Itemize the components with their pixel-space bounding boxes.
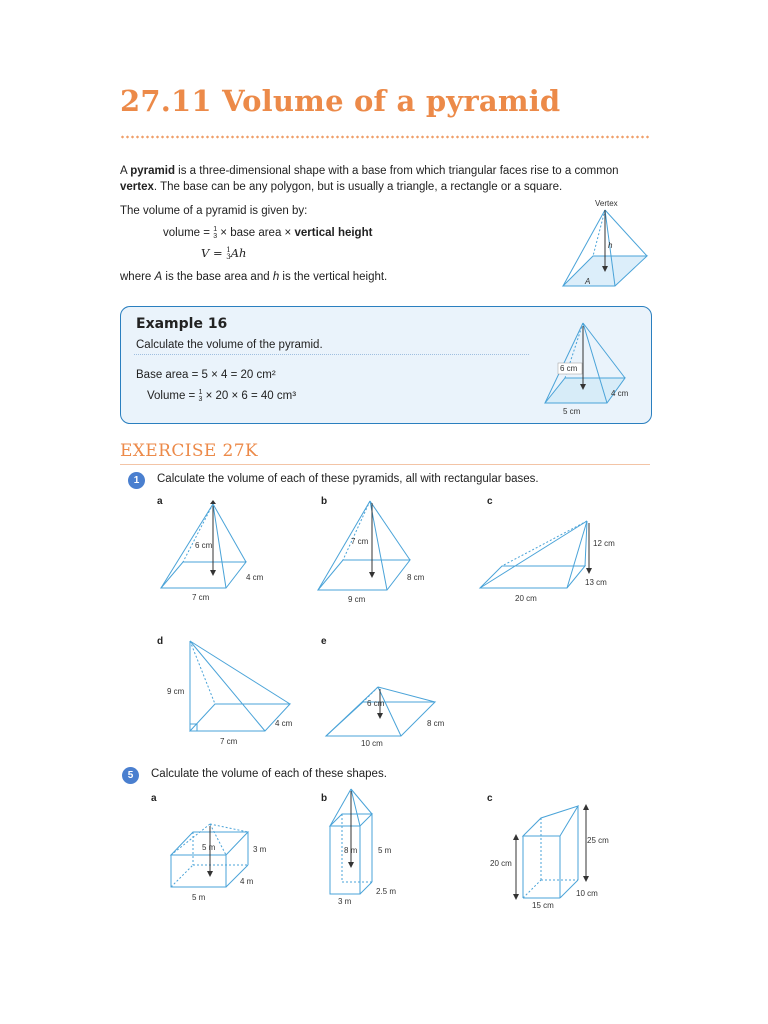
q1e-depth: 8 cm (427, 719, 445, 728)
q1d-height: 9 cm (167, 687, 185, 696)
intro-paragraph: A pyramid is a three-dimensional shape with a base from which triangular faces rise to a common vertex. The base can be any polygon, but is usually a triangle, a rectangle or a square. (120, 165, 619, 193)
example-question: Calculate the volume of the pyramid. (136, 339, 323, 351)
q1a-depth: 4 cm (246, 573, 264, 582)
q5b-width: 3 m (338, 897, 352, 906)
q1-part-e-label: e (321, 636, 327, 647)
title-dotted-rule (120, 134, 650, 140)
q1-part-a-label: a (157, 496, 163, 507)
question-5-number: 5 (122, 767, 139, 784)
q1d-pyramid (165, 636, 300, 748)
q1c-width: 20 cm (515, 594, 537, 603)
q5-part-a-label: a (151, 793, 157, 804)
q1-part-d-label: d (157, 636, 164, 647)
q1c-pyramid (477, 516, 642, 606)
height-symbol: h (608, 241, 613, 250)
q1a-width: 7 cm (192, 593, 210, 602)
q5c-height-left: 20 cm (490, 859, 512, 868)
q5a-height: 5 m (202, 843, 216, 852)
q1b-width: 9 cm (348, 595, 366, 604)
q1b-height: 7 cm (351, 537, 369, 546)
q5c-depth: 10 cm (576, 889, 598, 898)
q1e-width: 10 cm (361, 739, 383, 748)
q1c-height: 12 cm (593, 539, 615, 548)
example-title: Example 16 (136, 316, 228, 332)
intro-volume-line: The volume of a pyramid is given by: (120, 205, 308, 217)
example-separator (134, 354, 529, 355)
example-pyramid-diagram (535, 318, 645, 418)
q5b-depth: 2.5 m (376, 887, 397, 896)
vertex-label: Vertex (595, 199, 618, 208)
q5b-height: 8 m (344, 846, 358, 855)
q5c-width: 15 cm (532, 901, 554, 910)
q5b-shape (320, 786, 410, 908)
question-1-number: 1 (128, 472, 145, 489)
example-width-label: 5 cm (563, 407, 581, 416)
q5-part-c-label: c (487, 793, 493, 804)
exercise-rule (120, 464, 650, 465)
example-volume: Volume = 1 3 × 20 × 6 = 40 cm³ (147, 388, 297, 403)
q1d-depth: 4 cm (275, 719, 293, 728)
area-symbol: A (585, 277, 591, 286)
q5a-side: 3 m (253, 845, 267, 854)
q1-part-b-label: b (321, 496, 328, 507)
example-height-label: 6 cm (560, 364, 578, 373)
section-title: 27.11 Volume of a pyramid (120, 84, 561, 118)
q5a-width: 5 m (192, 893, 206, 902)
example-base-area: Base area = 5 × 4 = 20 cm² (136, 369, 276, 381)
q5-part-b-label: b (321, 793, 328, 804)
q1e-pyramid (323, 684, 453, 749)
q1b-depth: 8 cm (407, 573, 425, 582)
q1e-height: 6 cm (367, 699, 385, 708)
q5c-shape (488, 798, 608, 910)
volume-formula-words: volume = 1 3 × base area × vertical height (163, 226, 373, 240)
q5a-shape (168, 820, 283, 905)
volume-formula-symbols: V = 1 3Ah (201, 246, 247, 261)
q1-part-c-label: c (487, 496, 493, 507)
intro-where-line: where A is the base area and h is the vertical height. (120, 271, 388, 283)
question-5-text: Calculate the volume of each of these shapes. (151, 768, 387, 780)
example-depth-label: 4 cm (611, 389, 629, 398)
q5b-side: 5 m (378, 846, 392, 855)
q1c-depth: 13 cm (585, 578, 607, 587)
q1b-pyramid (315, 498, 440, 606)
q1d-width: 7 cm (220, 737, 238, 746)
intro-pyramid-diagram (555, 198, 655, 293)
exercise-title: EXERCISE 27K (120, 441, 259, 461)
q5a-depth: 4 m (240, 877, 254, 886)
q1a-height: 6 cm (195, 541, 213, 550)
q1a-pyramid (158, 500, 278, 605)
one-third-fraction: 1 3 (213, 226, 218, 240)
question-1-text: Calculate the volume of each of these pyramids, all with rectangular bases. (157, 473, 539, 485)
q5c-height-right: 25 cm (587, 836, 609, 845)
